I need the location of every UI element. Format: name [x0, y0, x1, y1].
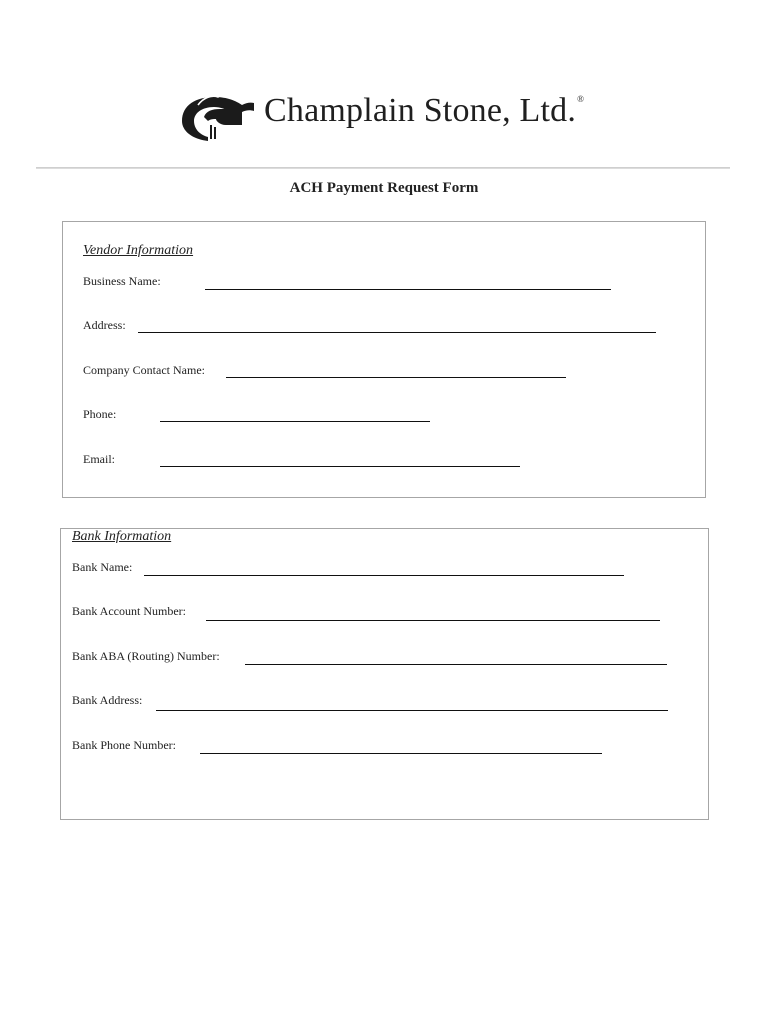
letterhead	[0, 88, 768, 148]
contact-name-label: Company Contact Name:	[83, 363, 205, 377]
routing-number-field[interactable]	[245, 664, 667, 665]
form-title: ACH Payment Request Form	[289, 180, 479, 196]
bank-address-field[interactable]	[156, 710, 668, 711]
email-field[interactable]	[160, 466, 520, 467]
contact-name-field[interactable]	[226, 377, 566, 378]
bank-information-section	[60, 528, 709, 820]
header-divider	[36, 167, 730, 169]
account-number-label: Bank Account Number:	[72, 604, 186, 618]
bank-address-label: Bank Address:	[72, 693, 143, 707]
bank-section-title: Bank Information	[72, 529, 172, 544]
registered-mark: ®	[577, 94, 585, 104]
bank-phone-field[interactable]	[200, 753, 602, 754]
vendor-information-section	[62, 221, 706, 498]
vendor-section-title: Vendor Information	[83, 243, 194, 258]
address-label: Address:	[83, 318, 126, 332]
phone-label: Phone:	[83, 407, 117, 421]
phone-field[interactable]	[160, 421, 430, 422]
bank-phone-label: Bank Phone Number:	[72, 738, 176, 752]
account-number-field[interactable]	[206, 620, 660, 621]
bank-name-field[interactable]	[144, 575, 624, 576]
bank-name-label: Bank Name:	[72, 560, 133, 574]
stone-arch-logo-icon	[180, 91, 256, 141]
routing-number-label: Bank ABA (Routing) Number:	[72, 649, 220, 663]
company-name: Champlain Stone, Ltd.®	[264, 92, 585, 129]
business-name-field[interactable]	[205, 289, 611, 290]
address-field[interactable]	[138, 332, 656, 333]
business-name-label: Business Name:	[83, 274, 161, 288]
email-label: Email:	[83, 452, 115, 466]
